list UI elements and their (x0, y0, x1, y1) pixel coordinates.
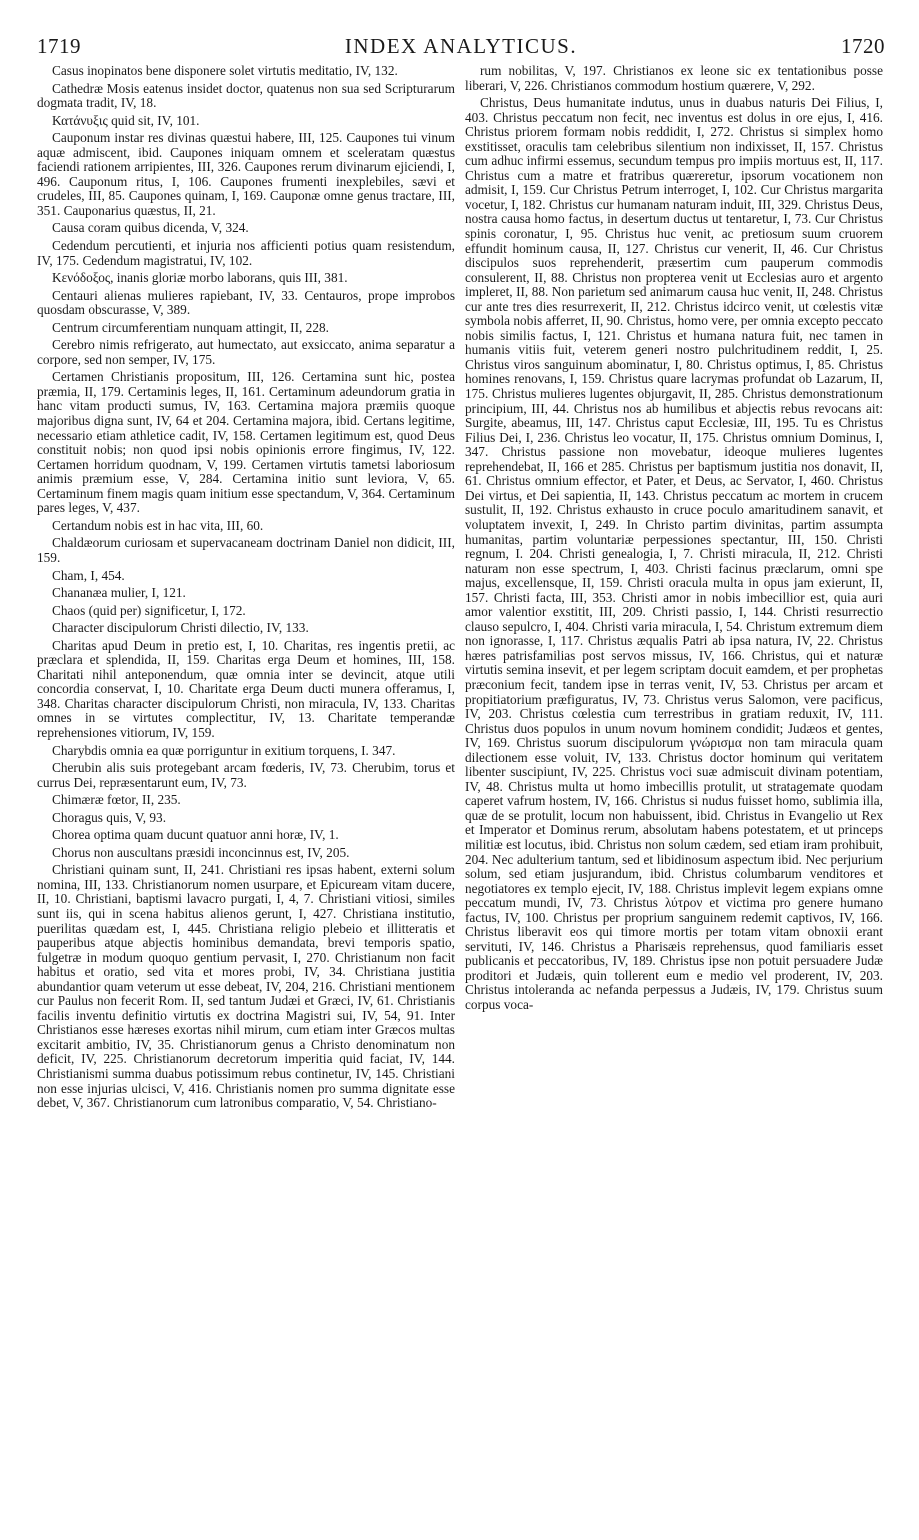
index-entry: Chaldæorum curiosam et supervacaneam doctrinam Daniel non didicit, III, 159. (37, 535, 455, 565)
index-entry: Cathedræ Mosis eatenus insidet doctor, quatenus non sua sed Scripturarum dogmata tradit, IV, 18. (37, 80, 455, 111)
index-entry: Causa coram quibus dicenda, V, 324. (52, 220, 249, 236)
index-entry: Choragus quis, V, 93. (52, 809, 167, 825)
index-entry: Cedendum percutienti, et injuria nos afficienti potius quam resistendum, IV, 175. Cedendum magistratui, IV, 102. (37, 238, 455, 268)
index-entry: Charitas apud Deum in pretio est, I, 10. Charitas, res ingentis pretii, ac præclara et splendida, II, 159. Charitas erga Deum et homines, III, 158. Charitati nihil anteponendum, quæ omnia inter se devincit, atque utili concordia conservat, I, 10. Charitate erga Deum ducti munera offeramus, I, 348. Charitas character discipulorum Christi, non miracula, IV, 133. Charitas omnes in se virtutes complectitur, IV, 13. Charitate temperandæ reprehensiones vitiorum, IV, 159. (37, 637, 455, 740)
left-page-number: 1719 (37, 34, 81, 58)
index-entry: Charybdis omnia ea quæ porriguntur in exitium torquens, I. 347. (52, 742, 396, 758)
index-entry: Character discipulorum Christi dilectio, IV, 133. (52, 620, 309, 636)
right-page-number: 1720 (841, 34, 885, 58)
index-entry: Κενόδοξος, inanis gloriæ morbo laborans, quis III, 381. (52, 270, 348, 286)
index-entry: Casus inopinatos bene disponere solet virtutis meditatio, IV, 132. (52, 64, 398, 78)
index-entry: Christus, Deus humanitate indutus, unus in duabus naturis Dei Filius, I, 403. Christus peccatum non fecit, nec inventus est dolus in ore ejus, I, 416. Christus priorem formam nobis reddidit, I, 272. Christus si simplex homo exstitisset, oraculis tam celebribus silentium non indixisset, II, 157. Christus cum adhuc infirmi essemus, secundum tempus pro impiis mortuus est, II, 117. Christus cum a matre et fratribus quæreretur, ipsorum vocationem non admisit, I, 159. Cur Christus Petrum interroget, I, 102. Cur Christus margarita vocetur, I, 182. Christus cur humanam naturam induit, III, 329. Christus Deus, nostra causa homo factus, in desertum ductus ut tentaretur, I, 73. Cur Christus spinis coronatur, I, 95. Christus huc venit, ac pretiosum suum cruorem effundit hominum causa, II, 127. Christus cur venerit, II, 46. Cur Christus discipulos suos reprehenderit, præsertim cum pauperum commodis consulerent, II, 88. Christus non propterea venit ut Ecclesias auro et argento impleret, II, 88. Non parietum sed animarum causa huc venit, II, 248. Christus cur ante tres dies resurrexerit, II, 212. Christus idcirco venit, ut cœlestis vitæ symbola nobis afferret, II, 90. Christus, homo vere, per omnia excepto peccato nobis similis factus, I, 121. Christus et humana natura fuit, nec tamen in humanis vitiis fuit, veterem generi nostro pulchritudinem reddit, I, 25. Christus viros sanguinum abominatur, I, 80. Christus optimus, I, 85. Christus homines renovans, I, 159. Christus quare lacrymas profundat ob Lazarum, II, 175. Christus mulieres lugentes objurgavit, II, 285. Christus demonstrationum principium, III, 44. Christus nos ab humilibus et abjectis rebus revocans ait: Surgite, abeamus, III, 147. Christus caput Ecclesiæ, III, 195. Tu es Christus Filius Dei, I, 236. Christus leo vocatur, II, 175. Christus omnium Dominus, I, 347. Christus passione non movebatur, ideoque mulieres lugentes reprehendebat, II, 166 et 285. Christus per baptismum justitia nos donavit, II, 61. Christus omnium effector, et Pater, et Deus, ac Servator, I, 460. Christus Dei virtus, et Dei sapientia, II, 143. Christus peccatum ac mortem in crucem sustulit, II, 192. Christus exhausto in cruce poculo amaritudinem sanavit, et voluptatem invexit, I, 249. In Christo partim divinitas, partim assumpta humanitas, partim voluntariæ perpessiones spectantur, III, 150. Christi regnum, I. 204. Christi genealogia, I, 7. Christi miracula, II, 212. Christi naturam non esse spectrum, I, 403. Christi facinus præclarum, omni spe majus, excellensque, II, 159. Christi oracula multa in opus jam exierunt, II, 157. Christi facta, III, 353. Christi amor in nobis imbecillior est, quia auri amor valentior exstitit, III, 209. Christi passio, I, 144. Christi resurrectio clauso sepulcro, I, 404. Christi varia miracula, I, 54. Christum extremum diem non ignorasse, I, 117. Christus æqualis Patri ab ipsa natura, IV, 22. Christus hæres patrisfamilias post servos missus, IV, 166. Christus, qui et naturæ virtutis semina insevit, et per legem scriptam docuit eamdem, et per prophetas præconium fecit, tandem ipse in terras venit, IV, 53. Christus per arcam et propitiatorium præfiguratus, IV, 73. Christus verus Salomon, vere pacificus, IV, 203. Christus cœlestia cum terrestribus in gratiam reduxit, IV, 111. Christus duos populos in unum novum hominem condidit; Judæos et gentes, IV, 169. Christus suorum discipulorum γνώρισμα non tam miracula quam dilectionem esse voluit, IV, 133. Christus doctor hominum qui veritatem libenter suscipiunt, IV, 225. Christus voci suæ admiscuit divinam potentiam, IV, 48. Christus multa ut homo imbecillis protulit, ut stratagemate quodam caperet vafrum hostem, IV, 166. Christus si nudus fuisset homo, sublimia illa, quæ de se protulit, locum non habuissent, ibid. Christus in Evangelio ut Rex et Imperator et Dominus rerum, absolutam habens potestatem, et ut princeps militiæ est locutus, ibid. Christus non solum cædem, sed etiam iram prohibuit, 204. Nec adulterium tantum, sed et libidinosum aspectum ibid. Nec perjurium solum, sed etiam jusjurandum, ibid. Christus columbarum venditores et negotiatores ex templo ejecit, IV, 188. Christus implevit legem expians omne peccatum mundi, IV, 73. Christus λύτρον et victima pro genere humano factus, IV, 100. Christus per proprium sanguinem redemit captivos, IV, 166. Christus liberavit eos qui timore mortis per totam vitam obnoxii erant servituti, IV, 146. Christus a Pharisæis reprehensus, quod familiaris esset publicanis et peccatoribus, IV, 189. Christus ipse non potuit persuadere Judæ proditori et Judæis, quin tollerent eum e medio vel proderent, IV, 203. Christus intoleranda ac nefanda perpessus a Judæis, IV, 179. Christus suum corpus voca- (465, 95, 883, 1012)
index-entry: Centauri alienas mulieres rapiebant, IV, 33. Centauros, prope improbos quosdam obscurasse, V, 389. (37, 287, 455, 318)
index-entry: Chimæræ fœtor, II, 235. (52, 792, 181, 808)
index-entry: Chananæa mulier, I, 121. (52, 585, 186, 601)
index-entry: Cerebro nimis refrigerato, aut humectato, aut exsiccato, anima separatur a corpore, sed non semper, IV, 175. (37, 337, 455, 367)
page-header (37, 34, 885, 60)
index-entry: Centrum circumferentiam nunquam attingit, II, 228. (52, 319, 329, 335)
index-entry: Christiani quinam sunt, II, 241. Christiani res ipsas habent, externi solum nomina, III, 133. Christianorum nomen usurpare, et Epicuream vitam ducere, II, 10. Christiani, baptismi lavacro purgati, I, 4, 7. Christiani vitiosi, similes sunt iis, qui in scena habitus alienos gerunt, I, 427. Christiana institutio, puerilitas quædam est, I, 445. Christiana religio plebeio et illitteratis et pauperibus atque abjectis hominibus demandata, brevi temporis spatio, fulgetræ in modum quoquo gentium pervasit, I, 270. Christianum non facit habitus et oratio, sed vita et mores probi, IV, 34. Christiana justitia abundantior quam veterum ut esse debeat, IV, 204, 216. Christiani mentionem cur Paulus non fecerit Rom. II, sed tantum Judæi et Græci, IV, 61. Christianis facilis inventu definitio virtutis ex doctrina Magistri sui, IV, 54, 91. Inter Christianos esse hæreses exortas nihil mirum, cum etiam inter Græcos multas excitarit ambitio, IV, 35. Christianorum genus a Christo denominatum non deficit, IV, 225. Christianorum decretorum imperitia quid faciat, IV, 144. Christianismi summa duabus potissimum rebus continetur, IV, 145. Christiani non esse injurias ulcisci, V, 416. Christianis nomen pro summa dignitate esse debet, V, 367. Christianorum cum latronibus comparatio, V, 54. Christiano- (37, 862, 455, 1111)
right-column (465, 64, 883, 1526)
index-entry: rum nobilitas, V, 197. Christianos ex leone sic ex tentationibus posse liberari, V, 226. Christianos commodum hostium quærere, V, 292. (465, 64, 883, 93)
left-column (37, 64, 455, 1526)
index-entry: Chaos (quid per) significetur, I, 172. (52, 602, 246, 618)
index-entry: Cherubin alis suis protegebant arcam fœderis, IV, 73. Cherubim, torus et currus Dei, repræsentarunt eum, IV, 73. (37, 760, 455, 790)
index-entry: Chorus non auscultans præsidi inconcinnus est, IV, 205. (52, 844, 350, 860)
index-entry: Chorea optima quam ducunt quatuor anni horæ, IV, 1. (52, 827, 339, 843)
index-entry: Κατάνυξις quid sit, IV, 101. (52, 112, 200, 128)
index-entry: Certandum nobis est in hac vita, III, 60. (52, 517, 264, 533)
running-title: INDEX ANALYTICUS. (344, 34, 578, 58)
index-entry: Certamen Christianis propositum, III, 126. Certamina sunt hic, postea præmia, II, 179. Certaminis leges, II, 161. Certaminum adeundorum gratia in hanc vitam producti sumus, IV, 163. Certamina majora præmiis quoque majoribus digna sunt, IV, 64 et 204. Certamina majora, ibid. Certans legitime, necessario etiam athletice cadit, IV, 158. Certamen legitimum est, quod Deus constituit nobis; non quod ipsi nobis opinionis errore fingimus, IV, 122. Certamen horridum quodnam, V, 199. Certamen virtutis tametsi laboriosum animis præmium esse, V, 284. Certamina initio sunt leviora, V, 65. Certaminum finem magis quam initium esse spectandum, V, 364. Certaminum pares leges, V, 437. (37, 369, 455, 516)
index-entry: Cauponum instar res divinas quæstui habere, III, 125. Caupones tui vinum aquæ admiscent, ibid. Caupones iniquam omnem et sceleratam quæstus faciendi rationem arripientes, III, 326. Caupones rerum divinarum ejiciendi, I, 496. Cauponum ritus, I, 106. Caupones frumenti inexplebiles, sævi et crudeles, III, 85. Caupones quinam, I, 169. Cauponæ omne genus tractare, III, 351. Cauponarius quæstus, II, 21. (37, 130, 455, 218)
index-entry: Cham, I, 454. (52, 567, 125, 583)
